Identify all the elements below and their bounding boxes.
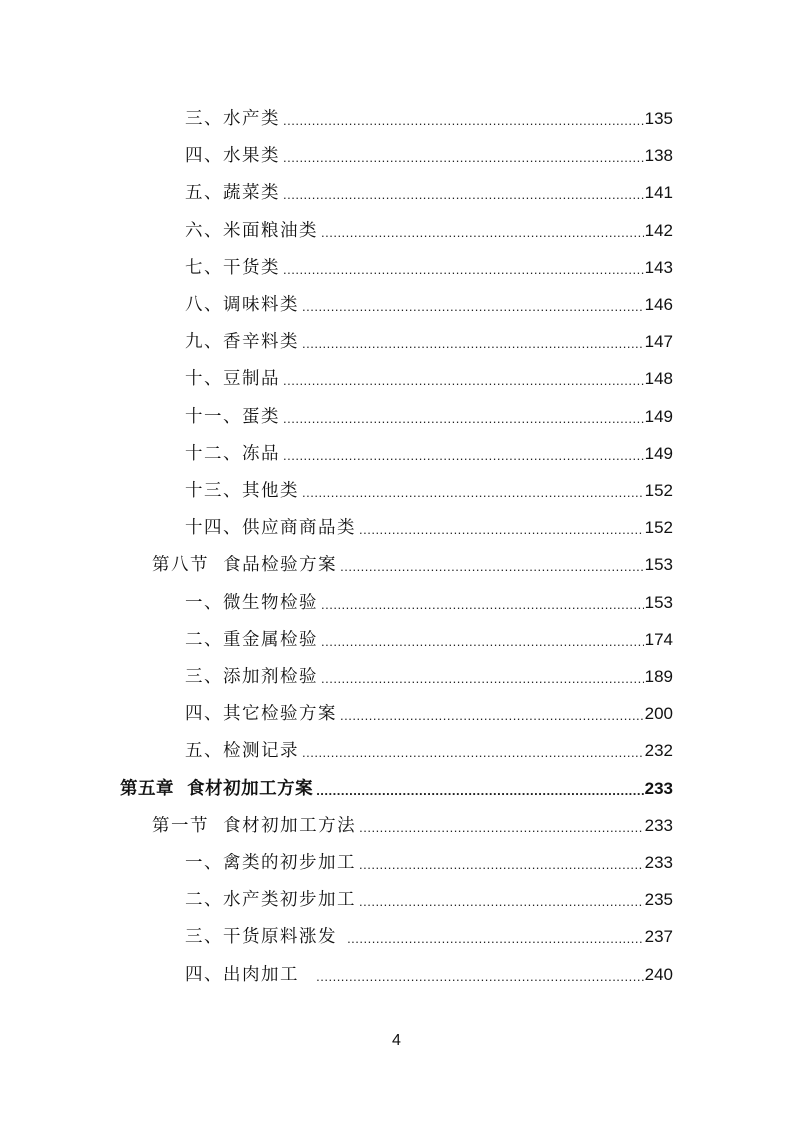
toc-entry-label: 二、重金属检验: [185, 630, 318, 650]
toc-entry[interactable]: [152, 550, 673, 580]
toc-entry-label: 第五章 食材初加工方案: [120, 779, 314, 799]
toc-entry-page: 189: [644, 667, 673, 686]
toc-entry-page: 149: [644, 407, 673, 426]
toc-entry-page: 232: [644, 741, 673, 760]
toc-entry[interactable]: [185, 885, 673, 915]
toc-entry-label: 二、水产类初步加工: [185, 890, 356, 910]
toc-entry-page: 233: [644, 779, 673, 798]
toc-entry-label: 一、微生物检验: [185, 593, 318, 613]
toc-leader-dots: [283, 182, 644, 208]
page-number: 4: [392, 1032, 401, 1049]
toc-entry-page: 237: [644, 927, 673, 946]
toc-leader-dots: [302, 480, 644, 506]
toc-entry[interactable]: [185, 104, 673, 134]
toc-entry-label: 五、检测记录: [185, 741, 299, 761]
toc-entry-label: 十三、其他类: [185, 481, 299, 501]
toc-entry[interactable]: [185, 364, 673, 394]
toc-leader-dots: [340, 703, 644, 729]
toc-leader-dots: [359, 815, 644, 841]
toc-entry-page: 240: [644, 965, 673, 984]
toc-entry-label: 十一、蛋类: [185, 407, 280, 427]
toc-leader-dots: [302, 331, 644, 357]
toc-leader-dots: [321, 666, 644, 692]
toc-entry-page: 152: [644, 518, 673, 537]
toc-entry-label: 五、蔬菜类: [185, 183, 280, 203]
toc-leader-dots: [283, 368, 644, 394]
toc-entry[interactable]: [185, 290, 673, 320]
toc-entry-label: 第八节 食品检验方案: [152, 555, 338, 575]
toc-leader-dots: [283, 257, 644, 283]
toc-entry[interactable]: [185, 178, 673, 208]
toc-entry[interactable]: [185, 588, 673, 618]
toc-entry-page: 141: [644, 183, 673, 202]
toc-entry[interactable]: [185, 402, 673, 432]
toc-entry-page: 143: [644, 258, 673, 277]
toc-entry[interactable]: [185, 625, 673, 655]
toc-leader-dots: [316, 964, 643, 990]
toc-entry[interactable]: [185, 476, 673, 506]
toc-entry-label: 十四、供应商商品类: [185, 518, 356, 538]
toc-entry-page: 148: [644, 369, 673, 388]
toc-entry-label: 第一节 食材初加工方法: [152, 816, 357, 836]
toc-entry[interactable]: [185, 141, 673, 171]
toc-entry[interactable]: [185, 439, 673, 469]
toc-entry[interactable]: [120, 774, 673, 804]
toc-entry[interactable]: [185, 848, 673, 878]
toc-entry[interactable]: [185, 922, 673, 952]
toc-entry-page: 233: [644, 853, 673, 872]
toc-leader-dots: [283, 108, 644, 134]
toc-entry-label: 七、干货类: [185, 258, 280, 278]
toc-entry-page: 235: [644, 890, 673, 909]
toc-leader-dots: [302, 294, 644, 320]
toc-entry[interactable]: [185, 216, 673, 246]
toc-entry-page: 135: [644, 109, 673, 128]
toc-leader-dots: [302, 740, 644, 766]
toc-entry[interactable]: [185, 662, 673, 692]
toc-entry-page: 200: [644, 704, 673, 723]
toc-entry-label: 十、豆制品: [185, 369, 280, 389]
toc-entry-page: 174: [644, 630, 673, 649]
toc-entry-page: 147: [644, 332, 673, 351]
toc-entry-label: 三、添加剂检验: [185, 667, 318, 687]
toc-entry-label: 六、米面粮油类: [185, 221, 318, 241]
toc-entry-label: 四、其它检验方案: [185, 704, 337, 724]
toc-entry-page: 149: [644, 444, 673, 463]
toc-leader-dots: [283, 406, 644, 432]
toc-leader-dots: [347, 926, 644, 952]
toc-entry[interactable]: [185, 513, 673, 543]
toc-entry[interactable]: [185, 327, 673, 357]
toc-entry-page: 233: [644, 816, 673, 835]
toc-entry-label: 八、调味料类: [185, 295, 299, 315]
toc-entry-label: 四、水果类: [185, 146, 280, 166]
toc-leader-dots: [321, 629, 644, 655]
toc-leader-dots: [321, 592, 644, 618]
toc-leader-dots: [359, 852, 644, 878]
toc-leader-dots: [316, 778, 643, 804]
toc-leader-dots: [340, 554, 644, 580]
toc-entry-label: 九、香辛料类: [185, 332, 299, 352]
toc-entry-label: 十二、冻品: [185, 444, 280, 464]
toc-entry[interactable]: [185, 736, 673, 766]
toc-leader-dots: [321, 220, 644, 246]
toc-leader-dots: [283, 145, 644, 171]
toc-leader-dots: [283, 443, 644, 469]
toc-entry-label: 四、出肉加工: [185, 965, 314, 985]
toc-entry-page: 152: [644, 481, 673, 500]
toc-entry-label: 三、水产类: [185, 109, 280, 129]
toc-entry-label: 一、禽类的初步加工: [185, 853, 356, 873]
toc-entry-page: 142: [644, 221, 673, 240]
toc-leader-dots: [359, 889, 644, 915]
toc-entry[interactable]: [185, 699, 673, 729]
toc-entry-page: 153: [644, 555, 673, 574]
toc-entry-label: 三、干货原料涨发: [185, 927, 345, 947]
toc-entry-page: 146: [644, 295, 673, 314]
toc-entry-page: 138: [644, 146, 673, 165]
toc-entry[interactable]: [185, 253, 673, 283]
toc-entry[interactable]: [152, 811, 673, 841]
toc-entry-page: 153: [644, 593, 673, 612]
toc-leader-dots: [359, 517, 644, 543]
toc-entry[interactable]: [185, 960, 673, 990]
